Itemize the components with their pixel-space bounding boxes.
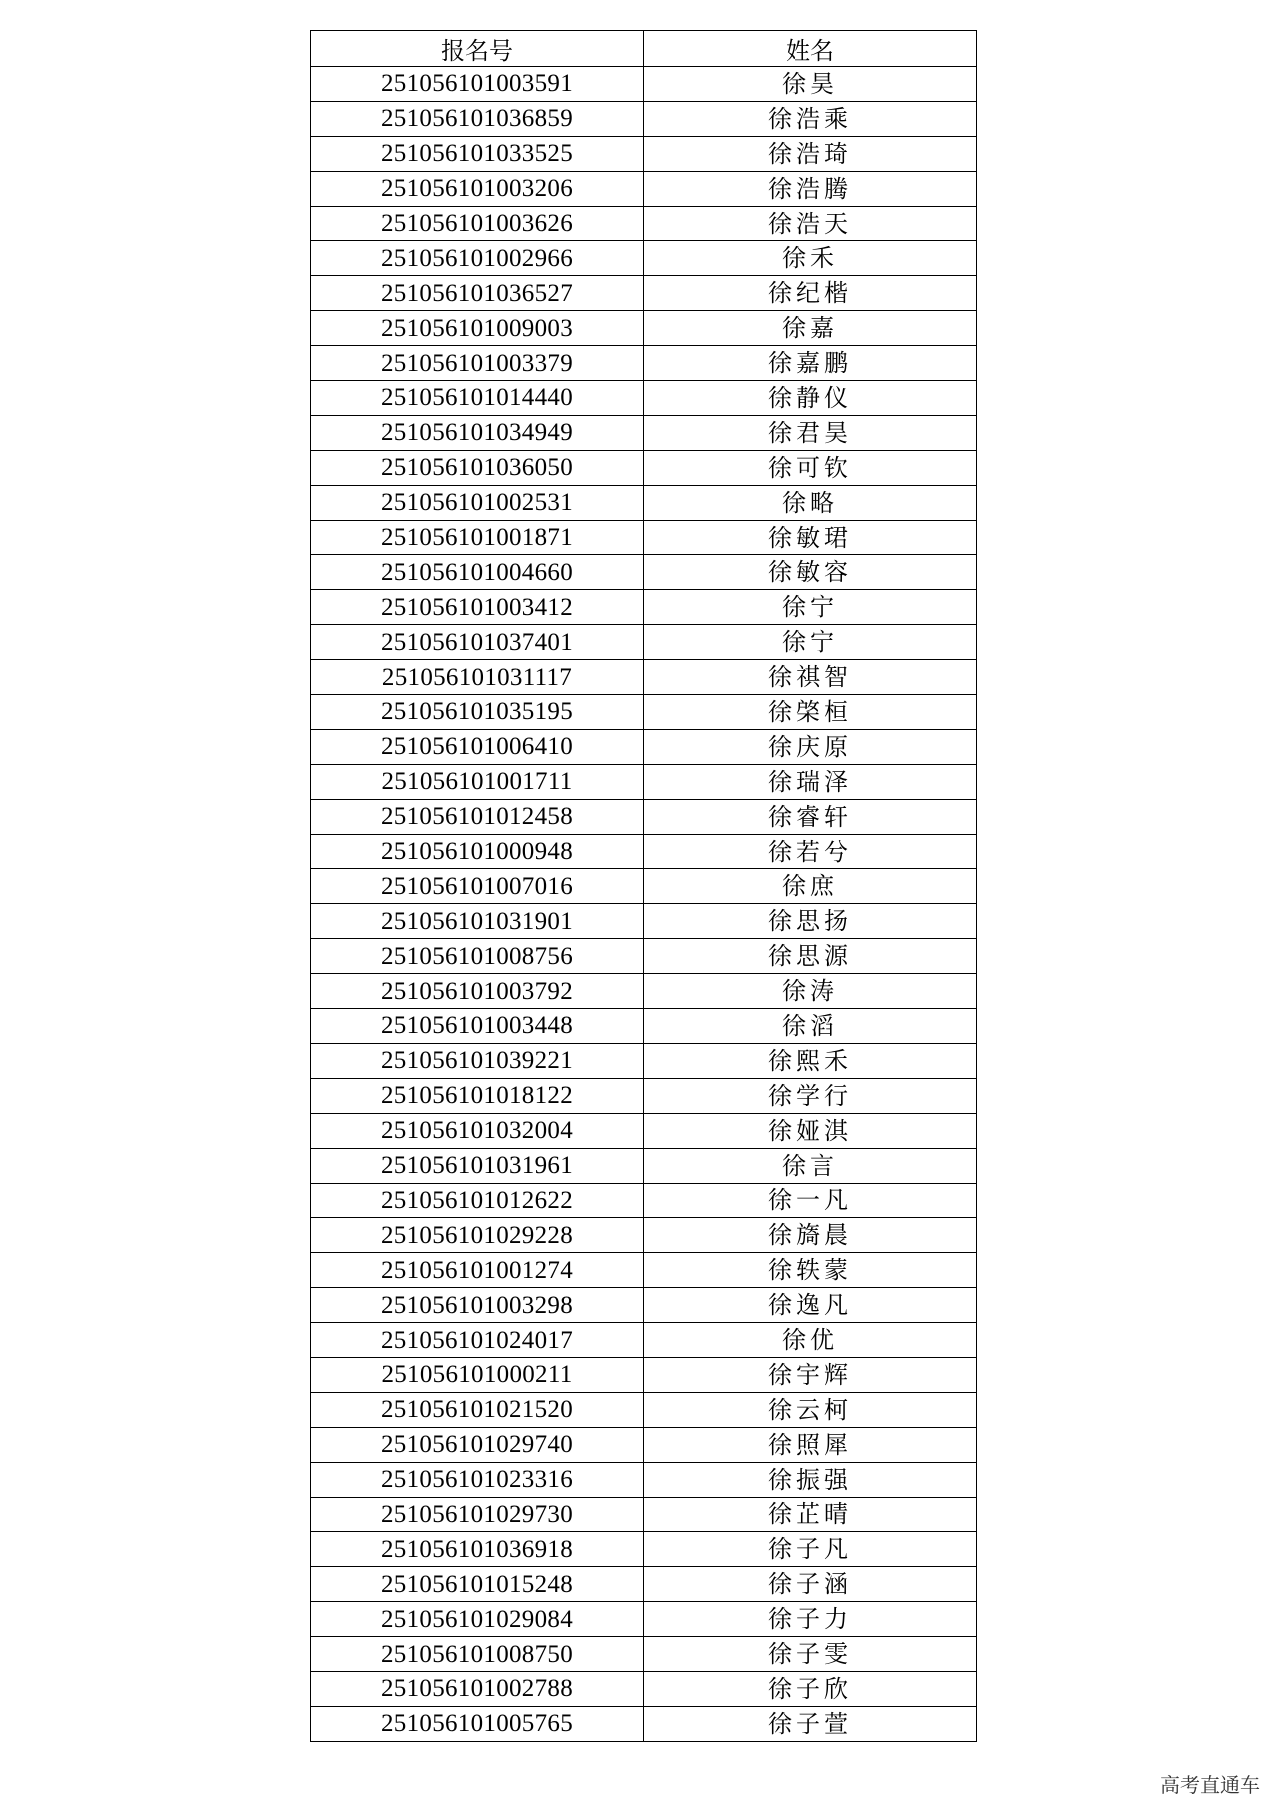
name-cell: 徐浩乘 [644, 101, 977, 136]
name-cell: 徐瑞泽 [644, 764, 977, 799]
table-row [311, 171, 977, 206]
table-row [311, 625, 977, 660]
table-row [311, 276, 977, 311]
table-row [311, 729, 977, 764]
registration-number-cell: 251056101003206 [311, 171, 644, 206]
registration-number-cell: 251056101034949 [311, 415, 644, 450]
registration-number-cell: 251056101036918 [311, 1532, 644, 1567]
registration-number-cell: 251056101000948 [311, 834, 644, 869]
name-cell: 徐君昊 [644, 415, 977, 450]
table-row [311, 695, 977, 730]
table-row [311, 450, 977, 485]
table-row [311, 67, 977, 102]
registration-number-cell: 251056101031901 [311, 904, 644, 939]
table-row [311, 241, 977, 276]
table-row [311, 799, 977, 834]
table-row [311, 1078, 977, 1113]
registration-number-cell: 251056101014440 [311, 381, 644, 416]
name-cell: 徐子涵 [644, 1567, 977, 1602]
name-cell: 徐思源 [644, 939, 977, 974]
table-row [311, 1253, 977, 1288]
name-cell: 徐芷晴 [644, 1497, 977, 1532]
name-cell: 徐涛 [644, 974, 977, 1009]
name-cell: 徐浩天 [644, 206, 977, 241]
registration-number-cell: 251056101002788 [311, 1671, 644, 1706]
name-cell: 徐子萱 [644, 1706, 977, 1741]
table-row [311, 1148, 977, 1183]
registration-number-cell: 251056101003298 [311, 1288, 644, 1323]
table-row [311, 1567, 977, 1602]
registration-number-cell: 251056101036050 [311, 450, 644, 485]
table-row [311, 1462, 977, 1497]
table-row [311, 381, 977, 416]
registration-number-cell: 251056101006410 [311, 729, 644, 764]
registration-number-cell: 251056101035195 [311, 695, 644, 730]
registration-number-cell: 251056101003626 [311, 206, 644, 241]
name-cell: 徐思扬 [644, 904, 977, 939]
table-row [311, 520, 977, 555]
table-row [311, 555, 977, 590]
registration-number-cell: 251056101023316 [311, 1462, 644, 1497]
registration-number-cell: 251056101036859 [311, 101, 644, 136]
name-cell: 徐棨桓 [644, 695, 977, 730]
registration-number-cell: 251056101003412 [311, 590, 644, 625]
name-cell: 徐宁 [644, 590, 977, 625]
table-row [311, 1323, 977, 1358]
table-row [311, 660, 977, 695]
name-cell: 徐一凡 [644, 1183, 977, 1218]
name-cell: 徐可钦 [644, 450, 977, 485]
table-row [311, 346, 977, 381]
registration-number-cell: 251056101008756 [311, 939, 644, 974]
name-cell: 徐浩腾 [644, 171, 977, 206]
registration-number-cell: 251056101003379 [311, 346, 644, 381]
name-cell: 徐照犀 [644, 1427, 977, 1462]
table-row [311, 1357, 977, 1392]
table-row [311, 904, 977, 939]
name-cell: 徐宇辉 [644, 1357, 977, 1392]
table-row [311, 1497, 977, 1532]
name-cell: 徐祺智 [644, 660, 977, 695]
table-row [311, 1043, 977, 1078]
table-row [311, 206, 977, 241]
registration-number-cell: 251056101008750 [311, 1637, 644, 1672]
table-row [311, 1183, 977, 1218]
name-cell: 徐敏容 [644, 555, 977, 590]
table-row [311, 1392, 977, 1427]
registration-number-cell: 251056101032004 [311, 1113, 644, 1148]
registration-number-cell: 251056101005765 [311, 1706, 644, 1741]
registration-number-cell: 251056101002531 [311, 485, 644, 520]
registration-number-cell: 251056101004660 [311, 555, 644, 590]
table-row [311, 136, 977, 171]
name-cell: 徐旖晨 [644, 1218, 977, 1253]
table-row [311, 1288, 977, 1323]
registration-number-cell: 251056101033525 [311, 136, 644, 171]
table-row [311, 869, 977, 904]
table-body [311, 67, 977, 1742]
registration-number-cell: 251056101029228 [311, 1218, 644, 1253]
registration-table [310, 30, 977, 1742]
table-row [311, 1532, 977, 1567]
registration-number-cell: 251056101031961 [311, 1148, 644, 1183]
name-cell: 徐轶蒙 [644, 1253, 977, 1288]
table-row [311, 1637, 977, 1672]
registration-number-cell: 251056101012622 [311, 1183, 644, 1218]
name-cell: 徐言 [644, 1148, 977, 1183]
name-cell: 徐逸凡 [644, 1288, 977, 1323]
table-row [311, 311, 977, 346]
name-cell: 徐浩琦 [644, 136, 977, 171]
registration-number-cell: 251056101031117 [311, 660, 644, 695]
registration-number-cell: 251056101015248 [311, 1567, 644, 1602]
registration-number-cell: 251056101003591 [311, 67, 644, 102]
registration-number-cell: 251056101003448 [311, 1009, 644, 1044]
table-row [311, 1218, 977, 1253]
table-row [311, 1009, 977, 1044]
name-cell: 徐滔 [644, 1009, 977, 1044]
registration-number-cell: 251056101021520 [311, 1392, 644, 1427]
registration-number-cell: 251056101012458 [311, 799, 644, 834]
registration-number-cell: 251056101009003 [311, 311, 644, 346]
name-cell: 徐子凡 [644, 1532, 977, 1567]
table-row [311, 101, 977, 136]
name-cell: 徐庆原 [644, 729, 977, 764]
name-cell: 徐优 [644, 1323, 977, 1358]
name-cell: 徐若兮 [644, 834, 977, 869]
table-row [311, 1602, 977, 1637]
table-row [311, 1113, 977, 1148]
name-cell: 徐庶 [644, 869, 977, 904]
registration-number-cell: 251056101037401 [311, 625, 644, 660]
registration-number-cell: 251056101036527 [311, 276, 644, 311]
name-cell: 徐子力 [644, 1602, 977, 1637]
registration-number-cell: 251056101029730 [311, 1497, 644, 1532]
name-cell: 徐云柯 [644, 1392, 977, 1427]
name-cell: 徐嘉鹏 [644, 346, 977, 381]
table-row [311, 834, 977, 869]
registration-number-cell: 251056101003792 [311, 974, 644, 1009]
name-cell: 徐略 [644, 485, 977, 520]
name-cell: 徐子雯 [644, 1637, 977, 1672]
name-cell: 徐纪楷 [644, 276, 977, 311]
registration-number-cell: 251056101002966 [311, 241, 644, 276]
name-cell: 徐睿轩 [644, 799, 977, 834]
table-row [311, 939, 977, 974]
name-cell: 徐静仪 [644, 381, 977, 416]
table-header-row [311, 31, 977, 67]
table-row [311, 764, 977, 799]
header-name: 姓名 [644, 31, 977, 67]
table-row [311, 485, 977, 520]
table-row [311, 1427, 977, 1462]
name-cell: 徐宁 [644, 625, 977, 660]
table-row [311, 1706, 977, 1741]
name-cell: 徐昊 [644, 67, 977, 102]
registration-number-cell: 251056101018122 [311, 1078, 644, 1113]
name-cell: 徐熙禾 [644, 1043, 977, 1078]
registration-number-cell: 251056101001274 [311, 1253, 644, 1288]
registration-number-cell: 251056101024017 [311, 1323, 644, 1358]
table-row [311, 590, 977, 625]
name-cell: 徐子欣 [644, 1671, 977, 1706]
name-cell: 徐敏珺 [644, 520, 977, 555]
name-cell: 徐振强 [644, 1462, 977, 1497]
registration-number-cell: 251056101039221 [311, 1043, 644, 1078]
name-cell: 徐嘉 [644, 311, 977, 346]
watermark-text: 高考直通车 [1160, 1773, 1260, 1797]
registration-number-cell: 251056101001871 [311, 520, 644, 555]
registration-number-cell: 251056101000211 [311, 1357, 644, 1392]
table-row [311, 415, 977, 450]
name-cell: 徐学行 [644, 1078, 977, 1113]
registration-number-cell: 251056101029084 [311, 1602, 644, 1637]
name-cell: 徐娅淇 [644, 1113, 977, 1148]
registration-number-cell: 251056101029740 [311, 1427, 644, 1462]
table-row [311, 974, 977, 1009]
name-cell: 徐禾 [644, 241, 977, 276]
registration-number-cell: 251056101001711 [311, 764, 644, 799]
table-row [311, 1671, 977, 1706]
registration-number-cell: 251056101007016 [311, 869, 644, 904]
header-registration-number: 报名号 [311, 31, 644, 67]
